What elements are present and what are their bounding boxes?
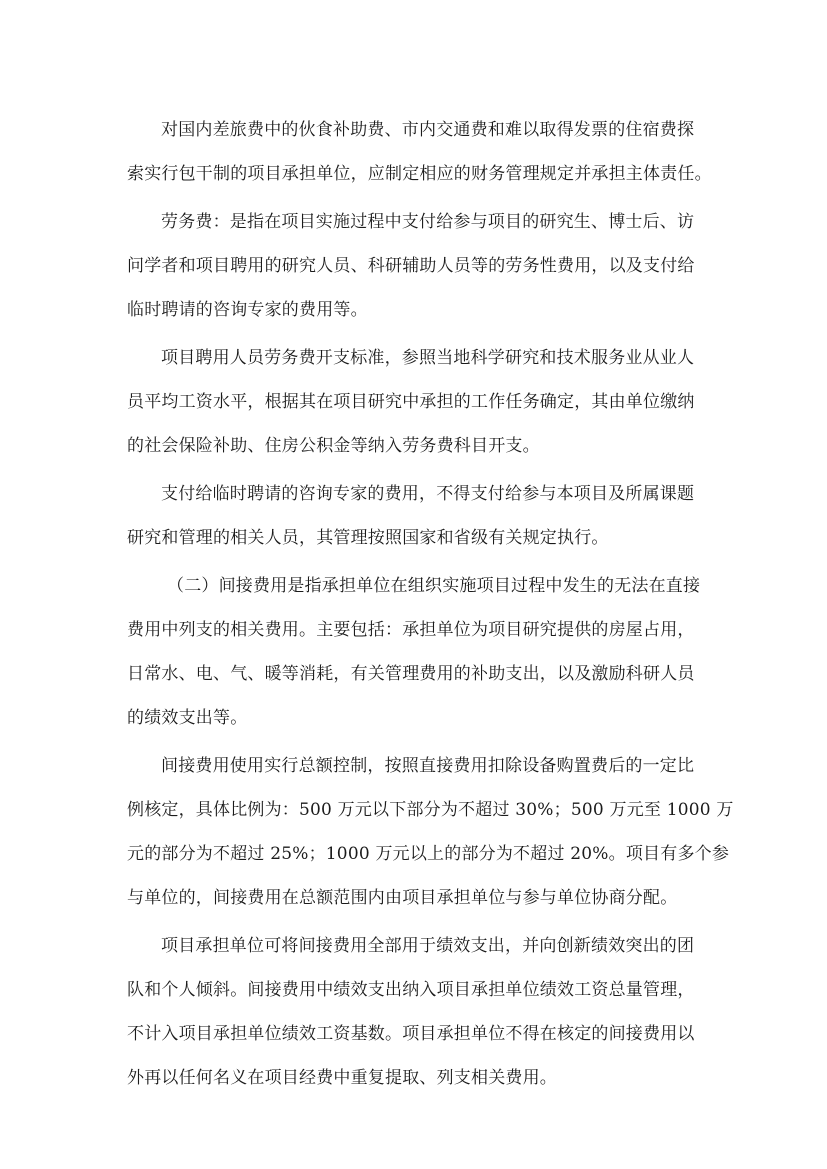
text-line: 索实行包干制的项目承担单位，应制定相应的财务管理规定并承担主体责任。 xyxy=(127,164,712,184)
text-line: 不计入项目承担单位绩效工资基数。项目承担单位不得在核定的间接费用以 xyxy=(127,1024,695,1044)
text-line: 劳务费：是指在项目实施过程中支付给参与项目的研究生、博士后、访 xyxy=(161,212,695,232)
text-line: 费用中列支的相关费用。主要包括：承担单位为项目研究提供的房屋占用， xyxy=(127,620,695,640)
paragraph-travel-allowance xyxy=(127,108,712,196)
text-line: 外再以任何名义在项目经费中重复提取、列支相关费用。 xyxy=(127,1068,557,1088)
text-line: 临时聘请的咨询专家的费用等。 xyxy=(127,300,368,320)
paragraph-indirect-cost-ratio xyxy=(127,744,734,920)
paragraph-indirect-cost-definition xyxy=(127,564,709,740)
text-line: 的绩效支出等。 xyxy=(127,708,248,728)
text-line: 的社会保险补助、住房公积金等纳入劳务费科目开支。 xyxy=(127,436,540,456)
paragraph-labor-fee-definition xyxy=(127,200,709,332)
text-line: 项目聘用人员劳务费开支标准，参照当地科学研究和技术服务业从业人 xyxy=(161,348,695,368)
paragraph-consultant-fee xyxy=(127,472,709,560)
text-line: 项目承担单位可将间接费用全部用于绩效支出，并向创新绩效突出的团 xyxy=(161,936,695,956)
text-line: 间接费用使用实行总额控制，按照直接费用扣除设备购置费后的一定比 xyxy=(161,756,695,776)
text-line: 支付给临时聘请的咨询专家的费用，不得支付给参与本项目及所属课题 xyxy=(161,484,695,504)
text-line: 队和个人倾斜。间接费用中绩效支出纳入项目承担单位绩效工资总量管理， xyxy=(127,980,695,1000)
text-line: （二）间接费用是指承担单位在组织实施项目过程中发生的无法在直接 xyxy=(167,576,701,596)
paragraph-performance-expenditure xyxy=(127,924,709,1100)
text-line: 与单位的，间接费用在总额范围内由项目承担单位与参与单位协商分配。 xyxy=(127,888,678,908)
paragraph-labor-fee-standard xyxy=(127,336,709,468)
text-line: 日常水、电、气、暖等消耗，有关管理费用的补助支出，以及激励科研人员 xyxy=(127,664,695,684)
text-line: 例核定，具体比例为：500 万元以下部分为不超过 30%；500 万元至 1000 万 xyxy=(127,800,734,820)
text-line: 对国内差旅费中的伙食补助费、市内交通费和难以取得发票的住宿费探 xyxy=(161,120,695,140)
text-line: 员平均工资水平，根据其在项目研究中承担的工作任务确定，其由单位缴纳 xyxy=(127,392,695,412)
text-line: 研究和管理的相关人员，其管理按照国家和省级有关规定执行。 xyxy=(127,528,609,548)
text-line: 问学者和项目聘用的研究人员、科研辅助人员等的劳务性费用，以及支付给 xyxy=(127,256,695,276)
text-line: 元的部分为不超过 25%；1000 万元以上的部分为不超过 20%。项目有多个参 xyxy=(127,844,730,864)
